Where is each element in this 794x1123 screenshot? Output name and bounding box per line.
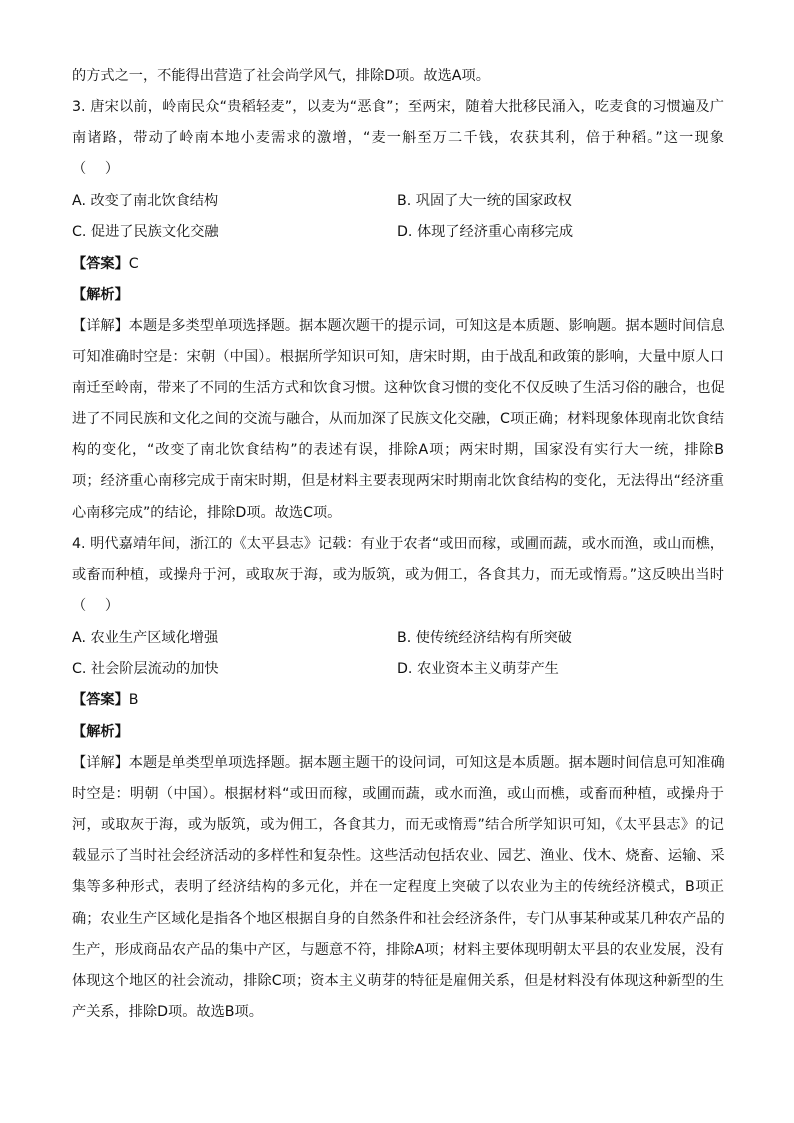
q4-detail-line-9: 产关系，排除D项。故选B项。: [72, 1004, 263, 1020]
q4-option-a: A. 农业生产区域化增强: [72, 630, 219, 646]
q4-detail-line-2: 时空是：明朝（中国）。根据材料“或田而稼，或圃而蔬，或水而渔，或山而樵，或畜而种植，或操舟于: [72, 786, 724, 802]
q4-stem-line-2: 或畜而种植，或操舟于河，或取灰于海，或为版筑，或为佣工，各食其力，而无或惰焉。”这反映出当时: [72, 567, 724, 583]
q4-option-c: C. 社会阶层流动的加快: [72, 661, 219, 677]
continuation-text: 的方式之一，不能得出营造了社会尚学风气，排除D项。故选A项。: [72, 68, 490, 84]
q4-detail-line-7: 生产，形成商品农产品的集中产区，与题意不符，排除A项；材料主要体现明朝太平县的农业发展，没有: [72, 942, 724, 958]
q3-answer-bracket: （ ）: [72, 161, 120, 177]
q3-detail-line-5: 构的变化，“改变了南北饮食结构”的表述有误，排除A项；两宋时期，国家没有实行大一统，排除B: [72, 442, 724, 458]
q4-answer: [72, 690, 724, 710]
q3-option-d: D. 体现了经济重心南移完成: [397, 224, 574, 240]
q4-stem-line-1: 4. 明代嘉靖年间，浙江的《太平县志》记载：有业于农者“或田而稼，或圃而蔬，或水而渔，或山而樵，: [72, 536, 724, 552]
answer-label: 【答案】: [72, 256, 129, 272]
q4-detail-line-1: 【详解】本题是单类型单项选择题。据本题主题干的设问词，可知这是本质题。据本题时间信息可知准确: [72, 755, 725, 771]
q4-detail-line-5: 集等多种形式，表明了经济结构的多元化，并在一定程度上突破了以农业为主的传统经济模式，B项正: [72, 879, 724, 895]
q4-detail-line-8: 体现这个地区的社会流动，排除C项；资本主义萌芽的特征是雇佣关系，但是材料没有体现这种新型的生: [72, 973, 724, 989]
answer-value: C: [128, 256, 139, 272]
q3-detail-line-6: 项；经济重心南移完成于南宋时期，但是材料主要表现两宋时期南北饮食结构的变化，无法得出“经济重: [72, 473, 724, 489]
q3-option-a: A. 改变了南北饮食结构: [72, 193, 219, 209]
answer-label: 【答案】: [72, 692, 129, 708]
q4-detail-line-3: 河，或取灰于海，或为版筑，或为佣工，各食其力，而无或惰焉”结合所学知识可知，《太平县志》的记: [72, 817, 724, 833]
q3-detail-line-3: 南迁至岭南，带来了不同的生活方式和饮食习惯。这种饮食习惯的变化不仅反映了生活习俗的融合，也促: [72, 380, 725, 396]
q4-option-d: D. 农业资本主义萌芽产生: [397, 661, 559, 677]
q4-analysis-label: 【解析】: [72, 724, 129, 740]
q3-detail-line-7: 心南移完成”的结论，排除D项。故选C项。: [72, 505, 342, 521]
q4-detail-line-4: 载显示了当时社会经济活动的多样性和复杂性。这些活动包括农业、园艺、渔业、伐木、烧畜、运输、采: [72, 848, 725, 864]
q3-option-b: B. 巩固了大一统的国家政权: [397, 193, 572, 209]
q3-detail-line-2: 可知准确时空是：宋朝（中国）。根据所学知识可知，唐宋时期，由于战乱和政策的影响，大量中原人口: [72, 349, 724, 365]
answer-value: B: [128, 692, 139, 708]
q4-detail-line-6: 确；农业生产区域化是指各个地区根据自身的自然条件和社会经济条件，专门从事某种或某几种农产品的: [72, 911, 725, 927]
q3-stem-line-1: 3. 唐宋以前，岭南民众“贵稻轻麦”，以麦为“恶食”；至两宋，随着大批移民涌入，吃麦食的习惯遍及广: [72, 99, 724, 115]
q4-option-b: B. 使传统经济结构有所突破: [397, 630, 572, 646]
q3-detail-line-4: 进了不同民族和文化之间的交流与融合，从而加深了民族文化交融，C项正确；材料现象体现南北饮食结: [72, 411, 724, 427]
q3-answer: [72, 254, 724, 274]
q4-answer-bracket: （ ）: [72, 598, 120, 614]
q3-option-c: C. 促进了民族文化交融: [72, 224, 219, 240]
q3-detail-line-1: 【详解】本题是多类型单项选择题。据本题次题干的提示词，可知这是本质题、影响题。据本题时间信息: [72, 318, 725, 334]
q3-stem-line-2: 南诸路，带动了岭南本地小麦需求的激增，“麦一斛至万二千钱，农获其利，倍于种稻。”这一现象: [72, 130, 724, 146]
q3-analysis-label: 【解析】: [72, 287, 129, 303]
